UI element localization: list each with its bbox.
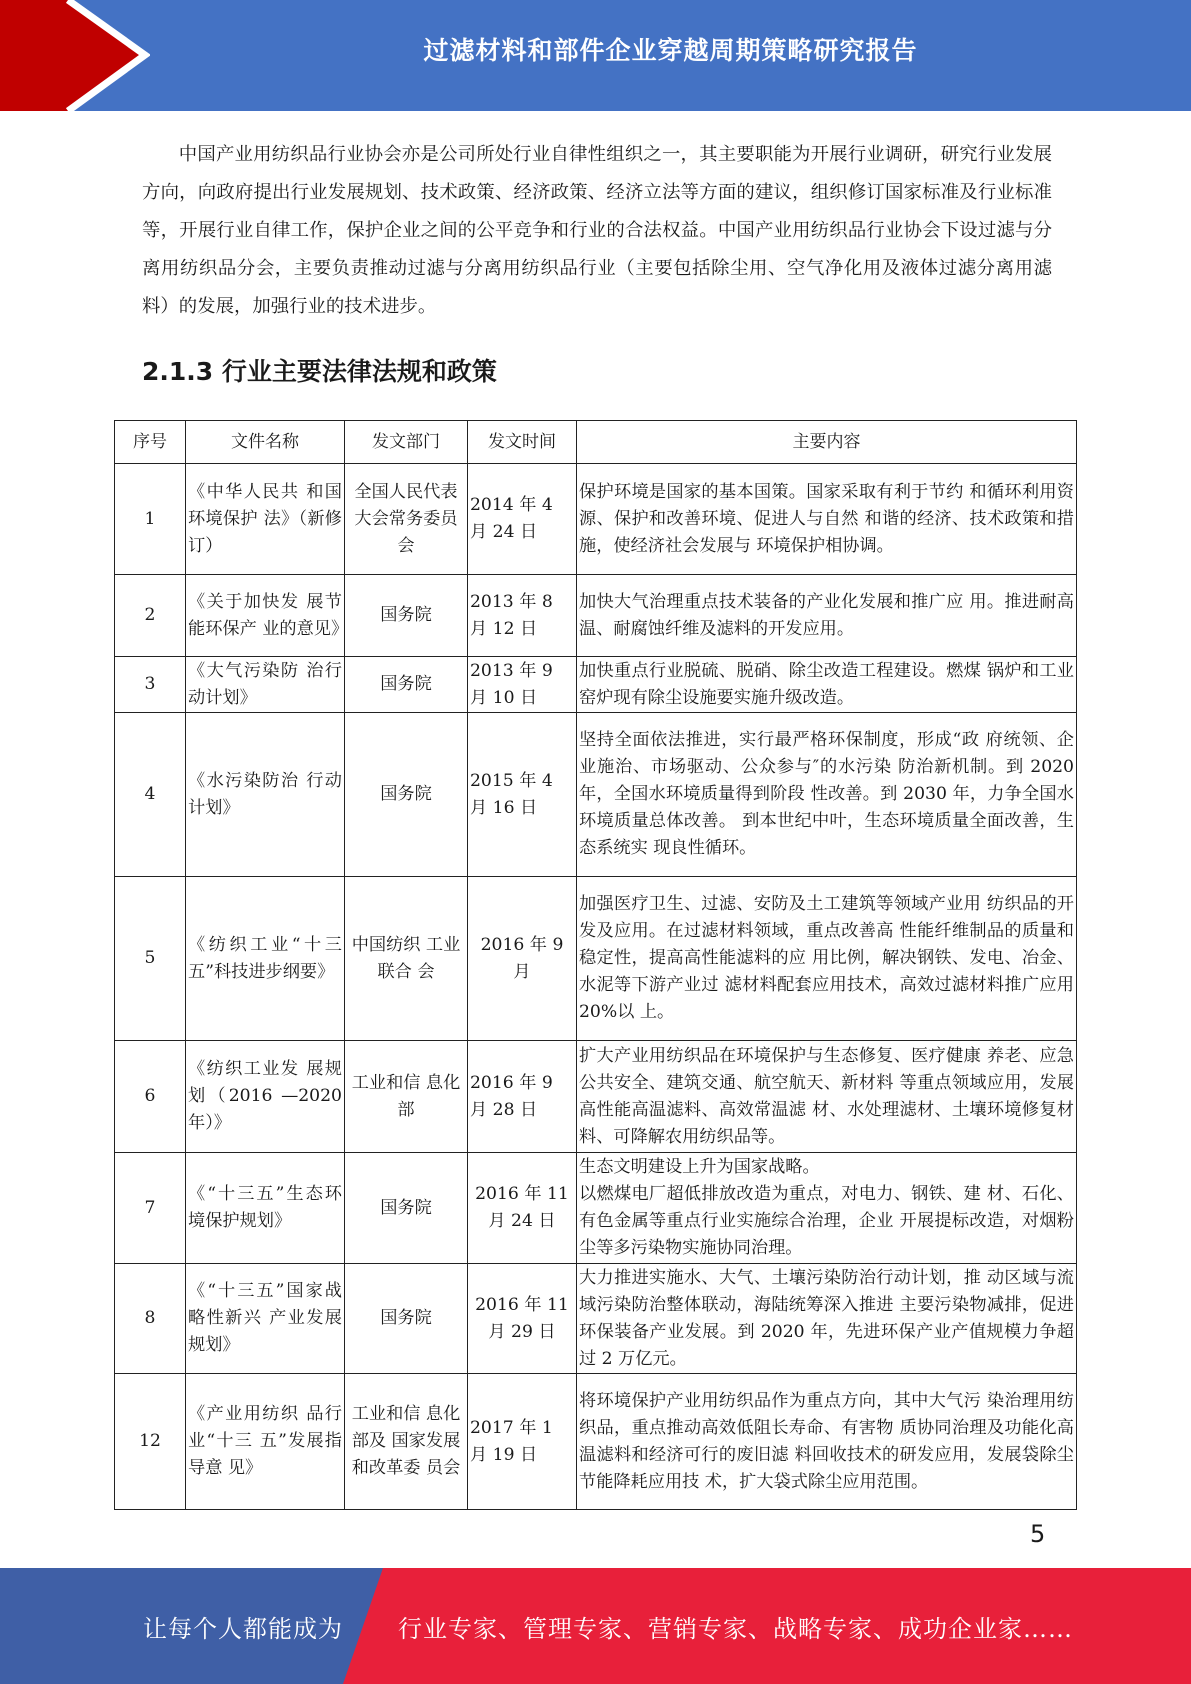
row-no: 6 — [115, 1041, 186, 1153]
row-date: 2014 年 4 月 24 日 — [468, 464, 577, 575]
header-content: 主要内容 — [577, 421, 1077, 464]
row-no: 8 — [115, 1264, 186, 1374]
row-date: 2013 年 8 月 12 日 — [468, 575, 577, 657]
row-no: 4 — [115, 713, 186, 877]
table-row — [115, 1374, 1077, 1510]
section-title: 2.1.3 行业主要法律法规和政策 — [142, 357, 497, 386]
row-name: 《中华人民共 和国环境保护 法》（新修订） — [186, 464, 345, 575]
header-arrow-decoration — [0, 0, 150, 111]
row-dept: 中国纺织 工业联合 会 — [345, 877, 468, 1041]
row-dept: 全国人民代表大会常务委员会 — [345, 464, 468, 575]
row-dept: 国务院 — [345, 1153, 468, 1264]
row-dept: 国务院 — [345, 657, 468, 713]
row-date: 2013 年 9 月 10 日 — [468, 657, 577, 713]
row-dept: 国务院 — [345, 713, 468, 877]
table-row — [115, 1264, 1077, 1374]
row-name: 《“十三五”生态环境保护规划》 — [186, 1153, 345, 1264]
table-row — [115, 1153, 1077, 1264]
row-date: 2016 年 9 月 28 日 — [468, 1041, 577, 1153]
row-date: 2016 年 11 月 29 日 — [468, 1264, 577, 1374]
row-name: 《关于加快发 展节能环保产 业的意见》 — [186, 575, 345, 657]
row-content: 加强医疗卫生、过滤、安防及土工建筑等领域产业用 纺织品的开发及应用。在过滤材料领域，重点改善高 性能纤维制品的质量和稳定性，提高高性能滤料的应 用比例，解决钢铁、发电、冶金、水泥等下游产业过 滤材料配套应用技术，高效过滤材料推广应用 20%以 上。 — [577, 877, 1077, 1041]
intro-paragraph: 中国产业用纺织品行业协会亦是公司所处行业自律性组织之一，其主要职能为开展行业调研，研究行业发展方向，向政府提出行业发展规划、技术政策、经济政策、经济立法等方面的建议，组织修订国家标准及行业标准等，开展行业自律工作，保护企业之间的公平竞争和行业的合法权益。中国产业用纺织品行业协会下设过滤与分离用纺织品分会，主要负责推动过滤与分离用纺织品行业（主要包括除尘用、空气净化用及液体过滤分离用滤料）的发展，加强行业的技术进步。 — [142, 144, 1052, 317]
footer-slogan-right: 行业专家、管理专家、营销专家、战略专家、成功企业家…… — [398, 1614, 1073, 1643]
row-date: 2015 年 4 月 16 日 — [468, 713, 577, 877]
row-no: 3 — [115, 657, 186, 713]
report-title: 过滤材料和部件企业穿越周期策略研究报告 — [423, 36, 918, 65]
table-header-row — [115, 421, 1077, 464]
table-row — [115, 877, 1077, 1041]
intro-text — [142, 136, 1052, 326]
row-name: 《大气污染防 治行动计划》 — [186, 657, 345, 713]
row-no: 5 — [115, 877, 186, 1041]
row-content: 坚持全面依法推进，实行最严格环保制度，形成“政 府统领、企业施治、市场驱动、公众参与″的水污染 防治新机制。到 2020 年，全国水环境质量得到阶段 性改善。到 2030 年，力争全国水环境质量总体改善。 到本世纪中叶，生态环境质量全面改善，生态系统实 现良性循环。 — [577, 713, 1077, 877]
row-content: 扩大产业用纺织品在环境保护与生态修复、医疗健康 养老、应急公共安全、建筑交通、航空航天、新材料 等重点领域应用，发展高性能高温滤料、高效常温滤 材、水处理滤材、土壤环境修复材料、可降解农用纺织品等。 — [577, 1041, 1077, 1153]
row-dept: 国务院 — [345, 1264, 468, 1374]
header-no: 序号 — [115, 421, 186, 464]
row-no: 2 — [115, 575, 186, 657]
row-no: 1 — [115, 464, 186, 575]
row-no: 12 — [115, 1374, 186, 1510]
table-row — [115, 1041, 1077, 1153]
header-date: 发文时间 — [468, 421, 577, 464]
row-name: 《产业用纺织 品行业“十三 五”发展指导意 见》 — [186, 1374, 345, 1510]
header-name: 文件名称 — [186, 421, 345, 464]
page-footer — [0, 1568, 1191, 1684]
row-dept: 国务院 — [345, 575, 468, 657]
table-row — [115, 464, 1077, 575]
row-content: 加快大气治理重点技术装备的产业化发展和推广应 用。推进耐高温、耐腐蚀纤维及滤料的开发应用。 — [577, 575, 1077, 657]
row-content: 大力推进实施水、大气、土壤污染防治行动计划，推 动区域与流域污染防治整体联动，海陆统筹深入推进 主要污染物减排，促进环保装备产业发展。到 2020 年，先进环保产业产值规模力争超过 2 万亿元。 — [577, 1264, 1077, 1374]
row-content: 将环境保护产业用纺织品作为重点方向，其中大气污 染治理用纺织品，重点推动高效低阻长寿命、有害物 质协同治理及功能化高温滤料和经济可行的废旧滤 料回收技术的研发应用，发展袋除尘节能降耗应用技 术，扩大袋式除尘应用范围。 — [577, 1374, 1077, 1510]
row-name: 《“十三五”国家战略性新兴 产业发展规划》 — [186, 1264, 345, 1374]
table-row — [115, 657, 1077, 713]
row-date: 2016 年 9 月 — [468, 877, 577, 1041]
row-name: 《纺织工业“十三五”科技进步纲要》 — [186, 877, 345, 1041]
row-no: 7 — [115, 1153, 186, 1264]
header-dept: 发文部门 — [345, 421, 468, 464]
row-dept: 工业和信 息化部 — [345, 1041, 468, 1153]
table-row — [115, 575, 1077, 657]
row-content: 生态文明建设上升为国家战略。 以燃煤电厂超低排放改造为重点，对电力、钢铁、建 材、石化、有色金属等重点行业实施综合治理，企业 开展提标改造，对烟粉尘等多污染物实施协同治理。 — [577, 1153, 1077, 1264]
page-header — [0, 0, 1191, 111]
footer-slogan-left: 让每个人都能成为 — [143, 1614, 343, 1643]
table-row — [115, 713, 1077, 877]
row-content: 保护环境是国家的基本国策。国家采取有利于节约 和循环利用资源、保护和改善环境、促进人与自然 和谐的经济、技术政策和措施，使经济社会发展与 环境保护相协调。 — [577, 464, 1077, 575]
policy-table — [114, 420, 1077, 1510]
page-number: 5 — [1030, 1520, 1046, 1548]
row-name: 《水污染防治 行动计划》 — [186, 713, 345, 877]
row-content: 加快重点行业脱硫、脱硝、除尘改造工程建设。燃煤 锅炉和工业窑炉现有除尘设施要实施升级改造。 — [577, 657, 1077, 713]
row-date: 2016 年 11 月 24 日 — [468, 1153, 577, 1264]
row-dept: 工业和信 息化部及 国家发展 和改革委 员会 — [345, 1374, 468, 1510]
row-name: 《纺织工业发 展规划（2016 —2020 年）》 — [186, 1041, 345, 1153]
row-date: 2017 年 1 月 19 日 — [468, 1374, 577, 1510]
